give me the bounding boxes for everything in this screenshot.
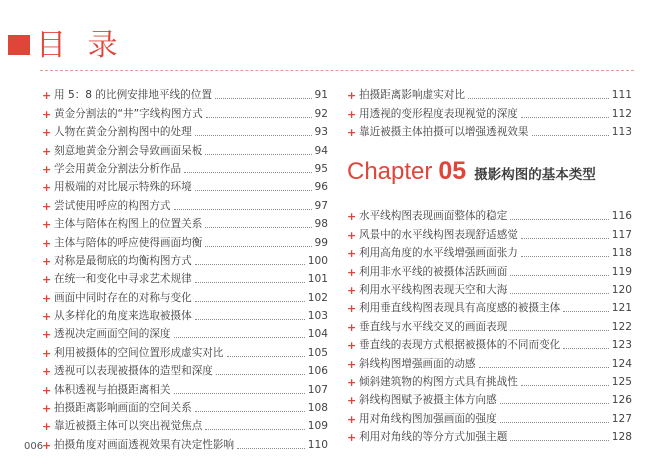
dot-leader [532,135,609,136]
dot-leader [174,337,305,338]
toc-entry-title: 用极端的对比展示特殊的环境 [54,181,192,194]
plus-icon: + [42,328,52,342]
toc-entry[interactable] [42,139,328,157]
dot-leader [500,403,609,404]
toc-entry-title: 利用水平线构图表现天空和大海 [359,283,508,296]
plus-icon: + [347,302,357,316]
toc-entry-page: 92 [314,107,328,120]
chapter-title: 摄影构图的基本类型 [474,167,596,183]
toc-entry[interactable] [347,352,632,370]
toc-entry[interactable] [42,102,328,120]
plus-icon: + [42,346,52,360]
toc-entry-title: 对称是最彻底的均衡构图方式 [54,254,192,267]
toc-header [8,22,124,62]
toc-entry-title: 风景中的水平线构图表现舒适感觉 [359,228,518,241]
dot-leader [195,282,305,283]
plus-icon: + [347,126,357,140]
toc-entry[interactable] [347,426,632,444]
toc-entry-title: 透视可以表现被摄体的造型和深度 [54,365,213,378]
toc-entry-page: 125 [611,375,632,388]
toc-entry-title: 从多样化的角度来选取被摄体 [54,310,192,323]
toc-entry[interactable] [347,297,632,315]
dot-leader [510,275,608,276]
plus-icon: + [42,144,52,158]
toc-entry-title: 用对角线构图加强画面的强度 [359,412,497,425]
toc-entry[interactable] [347,223,632,241]
toc-entry-page: 117 [611,228,632,241]
toc-entry-title: 斜线构图增强画面的动感 [359,357,476,370]
toc-column-right-top [347,84,632,139]
toc-column-right [347,205,632,444]
toc-entry-title: 斜线构图赋予被摄主体方向感 [359,394,497,407]
toc-entry-title: 拍摄距离影响画面的空间关系 [54,402,192,415]
toc-entry-page: 98 [314,218,328,231]
toc-entry-page: 106 [307,365,328,378]
dot-leader [521,256,609,257]
dot-leader [184,172,311,173]
dot-leader [521,238,609,239]
toc-entry-page: 107 [307,383,328,396]
toc-entry[interactable] [42,231,328,249]
dot-leader [510,440,608,441]
header-divider [40,70,634,71]
toc-entry-page: 123 [611,339,632,352]
toc-entry-page: 128 [611,431,632,444]
dot-leader [563,311,608,312]
plus-icon: + [42,438,52,452]
plus-icon: + [347,320,357,334]
toc-entry[interactable] [42,250,328,268]
toc-entry[interactable] [42,176,328,194]
toc-entry-page: 96 [314,181,328,194]
plus-icon: + [42,107,52,121]
toc-entry-page: 93 [314,126,328,139]
dot-leader [216,374,305,375]
toc-entry-page: 99 [314,236,328,249]
toc-entry[interactable] [42,213,328,231]
toc-entry-title: 人物在黄金分割构图中的处理 [54,126,192,139]
plus-icon: + [347,265,357,279]
plus-icon: + [42,273,52,287]
toc-entry-title: 倾斜建筑物的构图方式具有挑战性 [359,375,518,388]
toc-entry-page: 102 [307,291,328,304]
plus-icon: + [347,431,357,445]
toc-entry[interactable] [347,84,632,102]
toc-entry-page: 109 [307,420,328,433]
toc-entry-title: 利用对角线的等分方式加强主题 [359,431,508,444]
dot-leader [510,293,608,294]
plus-icon: + [42,89,52,103]
dot-leader [205,429,304,430]
toc-entry-title: 拍摄角度对画面透视效果有决定性影响 [54,438,235,451]
toc-entry-title: 在统一和变化中寻求艺术规律 [54,273,192,286]
toc-entry-page: 95 [314,162,328,175]
dot-leader [510,219,608,220]
toc-entry-page: 101 [307,273,328,286]
dot-leader [205,246,311,247]
toc-entry[interactable] [42,305,328,323]
toc-entry-page: 113 [611,126,632,139]
toc-entry-page: 111 [611,89,632,102]
toc-entry[interactable] [42,121,328,139]
plus-icon: + [42,402,52,416]
plus-icon: + [347,339,357,353]
dot-leader [237,448,305,449]
toc-entry-page: 110 [307,438,328,451]
toc-entry[interactable] [42,433,328,451]
toc-entry-title: 拍摄距离影响虚实对比 [359,89,465,102]
dot-leader [510,330,608,331]
plus-icon: + [42,126,52,140]
toc-entry-page: 119 [611,265,632,278]
plus-icon: + [347,357,357,371]
toc-entry-title: 用 5：8 的比例安排地平线的位置 [54,89,212,102]
dot-leader [206,117,312,118]
dot-leader [174,209,312,210]
toc-entry[interactable] [42,158,328,176]
toc-entry-title: 利用被摄体的空间位置形成虚实对比 [54,346,224,359]
plus-icon: + [42,162,52,176]
toc-entry[interactable] [347,242,632,260]
plus-icon: + [42,236,52,250]
toc-entry-title: 利用非水平线的被摄体活跃画面 [359,265,508,278]
toc-entry-title: 主体与陪体的呼应使得画面均衡 [54,236,203,249]
dot-leader [195,301,305,302]
dot-leader [205,227,311,228]
dot-leader [195,135,312,136]
plus-icon: + [347,283,357,297]
toc-entry-page: 126 [611,394,632,407]
toc-entry-title: 黄金分割法的“井”字线构图方式 [54,107,203,120]
toc-entry-title: 主体与陪体在构图上的位置关系 [54,218,203,231]
toc-entry[interactable] [42,84,328,102]
dot-leader [215,98,312,99]
plus-icon: + [347,375,357,389]
toc-entry-title: 靠近被摄主体拍摄可以增强透视效果 [359,126,529,139]
chapter-word: Chapter [347,158,433,185]
toc-entry[interactable] [42,397,328,415]
toc-entry-page: 127 [611,412,632,425]
plus-icon: + [347,89,357,103]
plus-icon: + [347,247,357,261]
toc-entry-title: 学会用黄金分割法分析作品 [54,162,182,175]
toc-entry[interactable] [347,121,632,139]
plus-icon: + [347,210,357,224]
toc-entry[interactable] [347,102,632,120]
dot-leader [521,117,609,118]
dot-leader [195,411,305,412]
toc-entry-title: 垂直线与水平线交叉的画面表现 [359,320,508,333]
toc-entry-title: 靠近被摄主体可以突出视觉焦点 [54,420,203,433]
toc-entry[interactable] [42,341,328,359]
toc-entry-title: 体积透视与拍摄距离相关 [54,383,171,396]
dot-leader [563,348,608,349]
toc-entry[interactable] [347,407,632,425]
plus-icon: + [42,420,52,434]
dot-leader [227,356,305,357]
toc-entry[interactable] [347,279,632,297]
toc-entry-page: 103 [307,310,328,323]
toc-entry-page: 118 [611,247,632,260]
dot-leader [195,319,305,320]
plus-icon: + [42,365,52,379]
toc-entry[interactable] [42,415,328,433]
toc-entry[interactable] [347,260,632,278]
plus-icon: + [42,218,52,232]
toc-entry[interactable] [42,286,328,304]
toc-entry-title: 利用高角度的水平线增强画面张力 [359,247,518,260]
page-number: 006 [24,441,44,452]
toc-entry-title: 透视决定画面空间的深度 [54,328,171,341]
toc-entry-title: 利用垂直线构图表现具有高度感的被摄主体 [359,302,561,315]
toc-entry[interactable] [42,268,328,286]
toc-entry-page: 121 [611,302,632,315]
dot-leader [500,422,609,423]
toc-entry-page: 120 [611,283,632,296]
toc-entry-title: 垂直线的表现方式根据被摄体的不同而变化 [359,339,561,352]
toc-entry[interactable] [347,334,632,352]
chapter-number: 05 [438,157,467,185]
dot-leader [521,385,609,386]
toc-entry-page: 116 [611,210,632,223]
toc-entry-title: 水平线构图表现画面整体的稳定 [359,210,508,223]
toc-entry[interactable] [347,371,632,389]
plus-icon: + [42,181,52,195]
dot-leader [468,98,609,99]
toc-column-left [42,84,328,452]
plus-icon: + [42,310,52,324]
toc-entry-page: 97 [314,199,328,212]
dot-leader [195,190,312,191]
page-title: 目 录 [36,28,124,63]
toc-entry-title: 尝试使用呼应的构图方式 [54,199,171,212]
chapter-heading [347,157,596,186]
dot-leader [195,264,305,265]
toc-entry[interactable] [42,323,328,341]
toc-entry-page: 104 [307,328,328,341]
toc-entry-page: 124 [611,357,632,370]
plus-icon: + [347,412,357,426]
toc-entry[interactable] [42,194,328,212]
toc-entry-title: 画面中同时存在的对称与变化 [54,291,192,304]
plus-icon: + [347,394,357,408]
plus-icon: + [42,199,52,213]
header-accent-block [8,35,30,55]
toc-entry[interactable] [42,378,328,396]
dot-leader [205,154,311,155]
toc-entry-page: 94 [314,144,328,157]
toc-entry[interactable] [42,360,328,378]
toc-entry-title: 刻意地黄金分割会导致画面呆板 [54,144,203,157]
plus-icon: + [347,107,357,121]
plus-icon: + [42,291,52,305]
toc-entry-page: 105 [307,346,328,359]
toc-entry-page: 112 [611,107,632,120]
plus-icon: + [42,383,52,397]
dot-leader [479,367,609,368]
toc-entry-title: 用透视的变形程度表现视觉的深度 [359,107,518,120]
toc-entry-page: 108 [307,402,328,415]
plus-icon: + [42,254,52,268]
toc-entry-page: 100 [307,254,328,267]
toc-entry[interactable] [347,389,632,407]
toc-entry-page: 122 [611,320,632,333]
toc-entry[interactable] [347,205,632,223]
toc-entry[interactable] [347,315,632,333]
toc-entry-page: 91 [314,89,328,102]
dot-leader [174,393,305,394]
plus-icon: + [347,228,357,242]
